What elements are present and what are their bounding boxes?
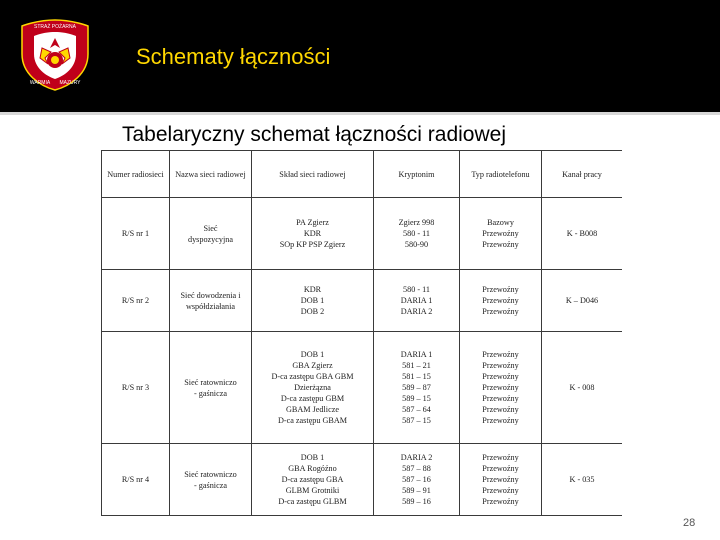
cell-line: Przewoźny — [482, 405, 519, 414]
cell-sklad — [252, 444, 374, 516]
cell-line: Sieć ratowniczo — [184, 377, 237, 387]
cell-line: Sieć — [203, 223, 218, 233]
cell-line: DARIA 1 — [400, 296, 433, 305]
cell-nazwa — [170, 444, 252, 516]
cell-line: 589 – 87 — [402, 383, 431, 392]
cell-typ — [460, 198, 542, 270]
cell-sklad — [252, 270, 374, 332]
cell-line: Przewoźny — [482, 383, 519, 392]
cell-kryptonim — [374, 270, 460, 332]
cell-line: Przewoźny — [482, 285, 519, 294]
cell-sklad — [252, 198, 374, 270]
cell-line: Przewoźny — [482, 464, 519, 473]
cell-line: 589 – 91 — [402, 486, 431, 495]
cell-kryptonim — [374, 444, 460, 516]
cell-line: DARIA 2 — [400, 307, 433, 316]
cell-line: DOB 1 — [300, 453, 325, 462]
cell-line: Przewoźny — [482, 372, 519, 381]
cell-line: 581 – 15 — [402, 372, 431, 381]
column-header: Nazwa sieci radiowej — [170, 151, 252, 198]
cell-line: 587 – 16 — [402, 475, 431, 484]
cell-line: 587 – 64 — [402, 405, 431, 414]
cell-line: KDR — [303, 285, 322, 294]
cell-line: SOp KP PSP Zgierz — [279, 240, 346, 249]
cell-line: Przewoźny — [482, 307, 519, 316]
cell-line: 580-90 — [404, 240, 429, 249]
cell-numer: R/S nr 3 — [102, 332, 170, 444]
cell-line: Przewoźny — [482, 296, 519, 305]
table-row — [102, 444, 623, 516]
cell-numer: R/S nr 2 — [102, 270, 170, 332]
cell-line: 589 – 16 — [402, 497, 431, 506]
logo-right-text: MAZURY — [59, 80, 81, 86]
cell-nazwa — [170, 270, 252, 332]
table-body — [102, 198, 623, 516]
header-divider — [0, 112, 720, 115]
cell-line: DOB 2 — [300, 307, 325, 316]
cell-line: Sieć ratowniczo — [184, 469, 237, 479]
cell-line: Przewoźny — [482, 240, 519, 249]
table-row — [102, 270, 623, 332]
cell-line: GLBM Grotniki — [285, 486, 340, 495]
cell-line: Przewoźny — [482, 453, 519, 462]
scanned-table-image — [101, 150, 622, 540]
column-header: Typ radiotelefonu — [460, 151, 542, 198]
cell-numer: R/S nr 4 — [102, 444, 170, 516]
table-row — [102, 332, 623, 444]
cell-line: D-ca zastępu GBAM — [277, 416, 348, 425]
cell-line: Przewoźny — [482, 394, 519, 403]
cell-kanal: K - 035 — [542, 444, 623, 516]
cell-numer: R/S nr 1 — [102, 198, 170, 270]
cell-line: Dzierżązna — [294, 383, 331, 392]
cell-kryptonim — [374, 198, 460, 270]
logo-left-text: WARMIA — [29, 80, 51, 86]
cell-kanal: K - B008 — [542, 198, 623, 270]
cell-line: Przewoźny — [482, 229, 519, 238]
column-header: Numer radiosieci — [102, 151, 170, 198]
cell-line: współdziałania — [185, 301, 236, 311]
cell-line: DOB 1 — [300, 296, 325, 305]
cell-nazwa — [170, 198, 252, 270]
cell-line: GBA Zgierz — [292, 361, 333, 370]
cell-sklad — [252, 332, 374, 444]
cell-line: D-ca zastępu GBA GBM — [271, 372, 354, 381]
fire-brigade-logo-icon — [18, 18, 92, 92]
cell-line: DARIA 1 — [400, 350, 433, 359]
cell-line: Przewoźny — [482, 350, 519, 359]
cell-line: DARIA 2 — [400, 453, 433, 462]
cell-kanal: K – D046 — [542, 270, 623, 332]
column-header: Kanał pracy — [542, 151, 623, 198]
cell-line: Zgierz 998 — [398, 218, 435, 227]
cell-line: PA Zgierz — [296, 218, 329, 227]
cell-typ — [460, 332, 542, 444]
cell-typ — [460, 444, 542, 516]
table-header-row — [102, 151, 623, 198]
cell-line: 580 - 11 — [403, 285, 430, 294]
cell-line: KDR — [303, 229, 322, 238]
column-header: Skład sieci radiowej — [252, 151, 374, 198]
cell-line: - gaśnicza — [194, 480, 227, 490]
cell-line: Bazowy — [487, 218, 514, 227]
cell-line: D-ca zastępu GBA — [281, 475, 344, 484]
cell-line: - gaśnicza — [194, 388, 227, 398]
column-header: Kryptonim — [374, 151, 460, 198]
cell-line: dyspozycyjna — [187, 234, 234, 244]
cell-line: DOB 1 — [300, 350, 325, 359]
cell-line: 581 – 21 — [402, 361, 431, 370]
cell-line: 587 – 88 — [402, 464, 431, 473]
cell-line: Przewoźny — [482, 497, 519, 506]
cell-kryptonim — [374, 332, 460, 444]
cell-line: 587 – 15 — [402, 416, 431, 425]
header-bar — [0, 0, 720, 112]
cell-kanal: K - 008 — [542, 332, 623, 444]
page-number: 28 — [683, 517, 696, 529]
cell-line: Sieć dowodzenia i — [180, 290, 241, 300]
cell-line: GBAM Jedlicze — [286, 405, 339, 414]
cell-line: D-ca zastępu GBM — [280, 394, 345, 403]
cell-line: GBA Rogóźno — [288, 464, 337, 473]
cell-line: Przewoźny — [482, 416, 519, 425]
radio-communication-table — [101, 150, 622, 516]
header-title: Schematy łączności — [136, 44, 331, 69]
cell-line: Przewoźny — [482, 486, 519, 495]
table-row — [102, 198, 623, 270]
logo-top-text: STRAŻ POŻARNA — [34, 24, 76, 30]
cell-line: Przewoźny — [482, 361, 519, 370]
cell-line: D-ca zastępu GLBM — [278, 497, 347, 506]
cell-line: Przewoźny — [482, 475, 519, 484]
cell-line: 580 - 11 — [403, 229, 430, 238]
cell-nazwa — [170, 332, 252, 444]
cell-line: 589 – 15 — [402, 394, 431, 403]
cell-typ — [460, 270, 542, 332]
slide-title: Tabelaryczny schemat łączności radiowej — [122, 123, 506, 146]
